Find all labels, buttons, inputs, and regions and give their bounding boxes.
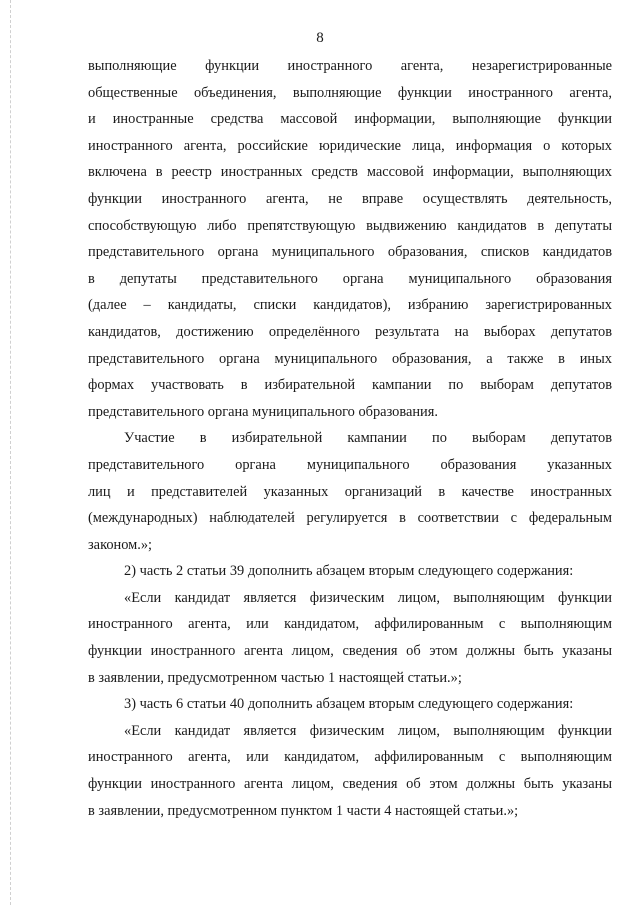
- text-line: лиц и представителей указанных организаций в качестве иностранных: [88, 483, 612, 500]
- document-body: [88, 53, 612, 824]
- text-line: включена в реестр иностранных средств массовой информации, выполняющих: [88, 164, 612, 181]
- page-number: 8: [316, 30, 324, 46]
- paragraph: [88, 718, 612, 824]
- text-line: функции иностранного агента лицом, сведения об этом должны быть указаны: [88, 643, 612, 660]
- paragraph: [88, 691, 612, 718]
- text-line: «Если кандидат является физическим лицом, выполняющим функции: [124, 589, 612, 606]
- text-line: представительного органа муниципального образования.: [88, 403, 438, 420]
- paragraph: [88, 425, 612, 558]
- text-line: функции иностранного агента лицом, сведения об этом должны быть указаны: [88, 776, 612, 793]
- text-line: формах участвовать в избирательной кампании по выборам депутатов: [88, 377, 612, 394]
- text-line: иностранного агента, российские юридические лица, информация о которых: [88, 137, 612, 154]
- paragraph: [88, 53, 612, 425]
- text-line: представительного органа муниципального образования указанных: [88, 456, 612, 473]
- text-line: общественные объединения, выполняющие функции иностранного агента,: [88, 84, 612, 101]
- text-line: (международных) наблюдателей регулируется в соответствии с федеральным: [88, 510, 612, 527]
- text-line: (далее – кандидаты, списки кандидатов), избранию зарегистрированных: [88, 297, 612, 314]
- text-line: иностранного агента, или кандидатом, аффилированным с выполняющим: [88, 616, 612, 633]
- text-line: в депутаты представительного органа муниципального образования: [88, 270, 612, 287]
- text-line: представительного органа муниципального образования, списков кандидатов: [88, 244, 612, 261]
- text-line: и иностранные средства массовой информации, выполняющие функции: [88, 111, 612, 128]
- text-line: в заявлении, предусмотренном пунктом 1 части 4 настоящей статьи.»;: [88, 802, 519, 819]
- text-line: Участие в избирательной кампании по выборам депутатов: [124, 430, 612, 447]
- text-line: законом.»;: [88, 536, 153, 553]
- text-line: кандидатов, достижению определённого результата на выборах депутатов: [88, 323, 612, 340]
- paragraph: [88, 585, 612, 691]
- text-line: 3) часть 6 статьи 40 дополнить абзацем вторым следующего содержания:: [124, 696, 574, 713]
- text-line: в заявлении, предусмотренном частью 1 настоящей статьи.»;: [88, 669, 462, 686]
- text-line: способствующую либо препятствующую выдвижению кандидатов в депутаты: [88, 217, 612, 234]
- text-line: представительного органа муниципального образования, а также в иных: [88, 350, 612, 367]
- paragraph: [88, 558, 612, 585]
- text-line: 2) часть 2 статьи 39 дополнить абзацем вторым следующего содержания:: [124, 563, 574, 580]
- scan-edge-line: [10, 0, 11, 905]
- text-line: функции иностранного агента, не вправе осуществлять деятельность,: [88, 190, 612, 207]
- text-line: иностранного агента, или кандидатом, аффилированным с выполняющим: [88, 749, 612, 766]
- text-line: выполняющие функции иностранного агента, незарегистрированные: [88, 58, 612, 74]
- text-line: «Если кандидат является физическим лицом, выполняющим функции: [124, 722, 612, 739]
